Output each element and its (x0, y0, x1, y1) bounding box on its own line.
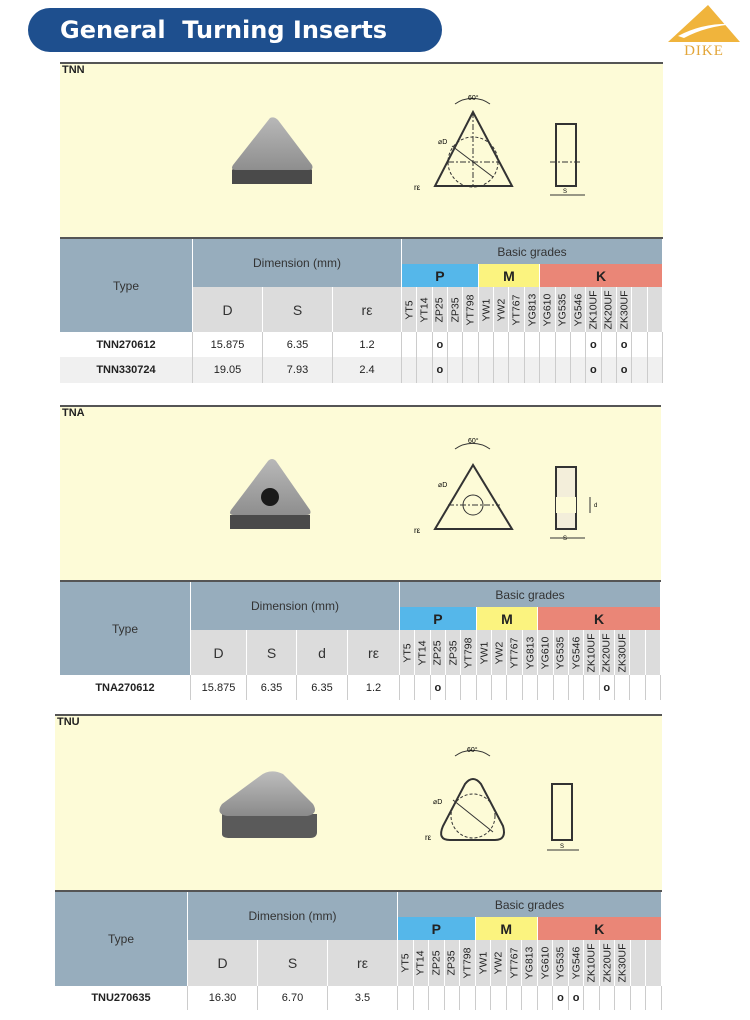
grade-column-header (617, 287, 632, 332)
grade-column-header (461, 630, 476, 675)
grade-column-header (646, 630, 661, 675)
grade-name: YG610 (541, 293, 554, 326)
grade-cell (417, 332, 432, 357)
grade-column-header (630, 630, 645, 675)
spec-table (60, 580, 661, 698)
grade-cell (617, 357, 632, 383)
basic-grades-header: Basic grades (398, 892, 662, 917)
grade-cell (414, 986, 430, 1010)
page-title: General Turning Inserts (28, 8, 442, 52)
grade-column-header (615, 940, 631, 986)
grade-cell (402, 357, 417, 383)
grade-cell (507, 675, 522, 700)
grade-column-header (414, 940, 430, 986)
grade-cell (646, 675, 661, 700)
grade-column-header (460, 940, 476, 986)
grade-group-p: P (400, 607, 477, 630)
recommended-mark: o (620, 364, 628, 376)
grade-name: ZK30UF (616, 943, 629, 983)
insert-photo (232, 117, 313, 184)
grade-column-header (415, 630, 430, 675)
grade-cell (463, 357, 478, 383)
type-cell: TNN270612 (60, 332, 193, 357)
grade-column-header (491, 940, 507, 986)
technical-drawing (435, 98, 585, 195)
grade-column-header (648, 287, 663, 332)
grade-name: YG546 (572, 293, 585, 326)
recommended-mark: o (572, 992, 580, 1004)
grade-name: YG813 (523, 946, 536, 980)
grade-cell (402, 332, 417, 357)
grade-column-header (584, 630, 599, 675)
grade-cell (556, 357, 571, 383)
grade-cell (600, 675, 615, 700)
svg-text:rε: rε (414, 526, 421, 535)
section-tnn (60, 62, 663, 383)
grade-cell (448, 332, 463, 357)
grade-cell (509, 332, 524, 357)
dimension-column-header: S (263, 287, 333, 332)
grade-column-header (463, 287, 478, 332)
grade-name: YT14 (416, 639, 429, 666)
grade-cell (554, 675, 569, 700)
dimension-value: 7.93 (263, 357, 333, 383)
grade-name: YW1 (476, 951, 489, 975)
grade-group-m: M (477, 607, 538, 630)
grade-column-header (600, 940, 616, 986)
grade-column-header (600, 630, 615, 675)
dimension-column-header: D (191, 630, 247, 675)
grade-name: YT14 (414, 950, 427, 976)
grade-cell (648, 332, 663, 357)
grade-name: YT798 (464, 294, 477, 325)
grade-name: YT767 (507, 947, 520, 979)
grade-column-header (522, 940, 538, 986)
grade-column-header (429, 940, 445, 986)
grade-column-header (476, 940, 492, 986)
grade-cell (646, 986, 662, 1010)
dimension-value: 6.35 (297, 675, 348, 700)
grade-name: YG535 (556, 293, 569, 326)
grade-column-header (400, 630, 415, 675)
dimension-column-header: D (193, 287, 263, 332)
recommended-mark: o (436, 364, 444, 376)
grade-cell (632, 332, 647, 357)
grade-name: YG546 (570, 636, 583, 669)
svg-text:S: S (560, 844, 565, 850)
grade-cell (525, 357, 540, 383)
grade-column-header (615, 630, 630, 675)
grade-group-k: K (538, 917, 662, 940)
dimension-header: Dimension (mm) (191, 582, 400, 630)
grade-column-header (569, 630, 584, 675)
dimension-value: 3.5 (328, 986, 398, 1010)
recommended-mark: o (436, 338, 444, 351)
type-cell: TNN330724 (60, 357, 193, 383)
grade-name: ZP25 (431, 639, 444, 666)
grade-column-header (507, 630, 522, 675)
grade-cell (479, 357, 494, 383)
technical-drawing (441, 750, 579, 850)
grade-name: ZK10UF (587, 289, 600, 330)
grade-cell (494, 357, 509, 383)
section-label: TNN (62, 64, 85, 76)
grade-cell (522, 986, 538, 1010)
logo-text: DIKE (684, 43, 724, 59)
grade-name: YG535 (554, 636, 567, 669)
dimension-header: Dimension (mm) (188, 892, 398, 940)
grade-cell (538, 986, 554, 1010)
grade-name: ZK20UF (600, 632, 613, 673)
dimension-column-header: S (258, 940, 328, 986)
grade-name: YT767 (510, 294, 523, 325)
svg-text:rε: rε (414, 183, 421, 192)
dimension-column-header: rε (328, 940, 398, 986)
grade-column-header (525, 287, 540, 332)
grade-column-header (477, 630, 492, 675)
grade-cell (398, 986, 414, 1010)
dimension-value: 6.35 (247, 675, 297, 700)
grade-column-header (538, 940, 554, 986)
spec-table (55, 890, 662, 1010)
recommended-mark: o (557, 992, 564, 1004)
svg-text:⌀D: ⌀D (438, 482, 448, 489)
type-header: Type (60, 239, 193, 332)
grade-column-header (402, 287, 417, 332)
grade-cell (569, 675, 584, 700)
grade-cell (571, 357, 586, 383)
grade-name: YT5 (399, 953, 412, 973)
grade-cell (586, 332, 601, 357)
grade-name: ZP35 (449, 296, 462, 323)
grade-column-header (448, 287, 463, 332)
grade-cell (492, 675, 507, 700)
grade-name: YW2 (493, 641, 506, 664)
grade-cell (461, 675, 476, 700)
grade-name: YT798 (462, 637, 475, 668)
grade-cell (602, 357, 617, 383)
type-header: Type (60, 582, 191, 675)
grade-group-m: M (476, 917, 538, 940)
grade-cell (445, 986, 461, 1010)
insert-photo (219, 771, 317, 838)
grade-column-header (446, 630, 461, 675)
grade-group-k: K (538, 607, 661, 630)
grade-cell (463, 332, 478, 357)
grade-cell (507, 986, 523, 1010)
grade-group-k: K (540, 264, 663, 287)
recommended-mark: o (603, 681, 611, 694)
grade-column-header (569, 940, 585, 986)
grade-column-header (631, 940, 647, 986)
type-cell: TNU270635 (55, 986, 188, 1010)
grade-name: YG813 (525, 293, 538, 326)
type-header: Type (55, 892, 188, 986)
dike-logo (664, 2, 744, 62)
grade-cell (525, 332, 540, 357)
grade-column-header (538, 630, 553, 675)
grade-cell (476, 986, 492, 1010)
grade-name: YG610 (539, 946, 552, 980)
grade-cell (429, 986, 445, 1010)
grade-name: ZP25 (433, 296, 446, 323)
grade-cell (540, 332, 555, 357)
dimension-value: 19.05 (193, 357, 263, 383)
grade-column-header (507, 940, 523, 986)
grade-name: YG546 (570, 946, 583, 980)
svg-text:60°: 60° (468, 438, 479, 445)
grade-cell (553, 986, 569, 1010)
grade-cell (615, 986, 631, 1010)
grade-cell (433, 357, 448, 383)
grade-cell (571, 332, 586, 357)
grade-cell (584, 986, 600, 1010)
grade-cell (602, 332, 617, 357)
dimension-header: Dimension (mm) (193, 239, 402, 287)
dimension-value: 15.875 (193, 332, 263, 357)
grade-cell (417, 357, 432, 383)
grade-cell (415, 675, 430, 700)
grade-name: ZK10UF (585, 943, 598, 983)
recommended-mark: o (434, 681, 442, 694)
dimension-column-header: d (297, 630, 348, 675)
grade-cell (584, 675, 599, 700)
grade-name: YT798 (461, 947, 474, 979)
grade-name: YG535 (554, 946, 567, 980)
grade-column-header (479, 287, 494, 332)
spec-table (60, 237, 663, 383)
grade-column-header (431, 630, 446, 675)
svg-text:60°: 60° (467, 747, 478, 754)
grade-column-header (556, 287, 571, 332)
grade-column-header (554, 630, 569, 675)
diagram-area (60, 405, 661, 580)
recommended-mark: o (590, 364, 597, 376)
section-label: TNA (62, 407, 85, 419)
grade-name: ZK10UF (585, 632, 598, 673)
grade-cell (631, 986, 647, 1010)
grade-column-header (523, 630, 538, 675)
grade-cell (460, 986, 476, 1010)
grade-column-header (586, 287, 601, 332)
grade-column-header (584, 940, 600, 986)
svg-text:⌀D: ⌀D (433, 799, 443, 806)
section-tna (60, 405, 661, 698)
grade-cell (538, 675, 553, 700)
grade-column-header (433, 287, 448, 332)
grade-cell (494, 332, 509, 357)
grade-cell (648, 357, 663, 383)
grade-name: ZK20UF (601, 943, 614, 983)
dimension-value: 2.4 (333, 357, 402, 383)
grade-cell (431, 675, 446, 700)
grade-group-m: M (479, 264, 540, 287)
grade-group-p: P (398, 917, 476, 940)
dimension-value: 1.2 (348, 675, 400, 700)
svg-text:60°: 60° (468, 95, 479, 102)
svg-text:S: S (563, 189, 568, 195)
grade-cell (569, 986, 585, 1010)
grade-name: YG813 (523, 636, 536, 669)
grade-cell (586, 357, 601, 383)
grade-column-header (646, 940, 662, 986)
grade-cell (491, 986, 507, 1010)
grade-name: YT767 (508, 637, 521, 668)
grade-cell (600, 986, 616, 1010)
grade-column-header (445, 940, 461, 986)
dimension-column-header: rε (333, 287, 402, 332)
grade-cell (615, 675, 630, 700)
grade-column-header (494, 287, 509, 332)
dimension-value: 15.875 (191, 675, 247, 700)
svg-text:rε: rε (425, 833, 432, 842)
grade-cell (448, 357, 463, 383)
grade-name: ZK30UF (616, 632, 629, 673)
grade-column-header (602, 287, 617, 332)
grade-cell (477, 675, 492, 700)
grade-name: ZP35 (445, 950, 458, 976)
grade-name: YW2 (492, 951, 505, 975)
section-label: TNU (57, 716, 80, 728)
type-cell: TNA270612 (60, 675, 191, 700)
grade-cell (523, 675, 538, 700)
grade-name: ZK30UF (618, 289, 631, 330)
grade-name: ZP35 (447, 639, 460, 666)
grade-column-header (398, 940, 414, 986)
recommended-mark: o (620, 338, 628, 351)
dimension-value: 6.70 (258, 986, 328, 1010)
dimension-value: 16.30 (188, 986, 258, 1010)
grade-cell (446, 675, 461, 700)
grade-cell (509, 357, 524, 383)
dimension-column-header: rε (348, 630, 400, 675)
basic-grades-header: Basic grades (400, 582, 661, 607)
grade-name: YW1 (477, 641, 490, 664)
grade-column-header (571, 287, 586, 332)
grade-cell (479, 332, 494, 357)
grade-column-header (632, 287, 647, 332)
grade-cell (433, 332, 448, 357)
insert-photo (230, 459, 311, 529)
grade-name: YW1 (479, 298, 492, 321)
dimension-value: 1.2 (333, 332, 402, 357)
grade-name: YT5 (403, 299, 416, 320)
section-tnu (55, 714, 662, 1010)
svg-text:S: S (563, 536, 568, 542)
grade-column-header (492, 630, 507, 675)
grade-name: YG610 (539, 636, 552, 669)
technical-drawing (435, 443, 590, 538)
svg-text:d: d (594, 503, 598, 509)
svg-text:⌀D: ⌀D (438, 139, 448, 146)
grade-cell (556, 332, 571, 357)
grade-cell (400, 675, 415, 700)
grade-group-p: P (402, 264, 479, 287)
grade-name: YW2 (495, 298, 508, 321)
recommended-mark: o (590, 338, 597, 351)
grade-name: YT14 (418, 296, 431, 323)
grade-name: YT5 (401, 642, 414, 663)
grade-cell (617, 332, 632, 357)
dimension-value: 6.35 (263, 332, 333, 357)
grade-name: ZP25 (430, 950, 443, 976)
basic-grades-header: Basic grades (402, 239, 663, 264)
grade-column-header (509, 287, 524, 332)
dimension-column-header: D (188, 940, 258, 986)
dimension-column-header: S (247, 630, 297, 675)
grade-cell (630, 675, 645, 700)
grade-column-header (540, 287, 555, 332)
grade-name: ZK20UF (602, 289, 615, 330)
grade-cell (632, 357, 647, 383)
grade-column-header (553, 940, 569, 986)
grade-column-header (417, 287, 432, 332)
grade-cell (540, 357, 555, 383)
diagram-area (55, 714, 662, 890)
diagram-area (60, 62, 663, 237)
